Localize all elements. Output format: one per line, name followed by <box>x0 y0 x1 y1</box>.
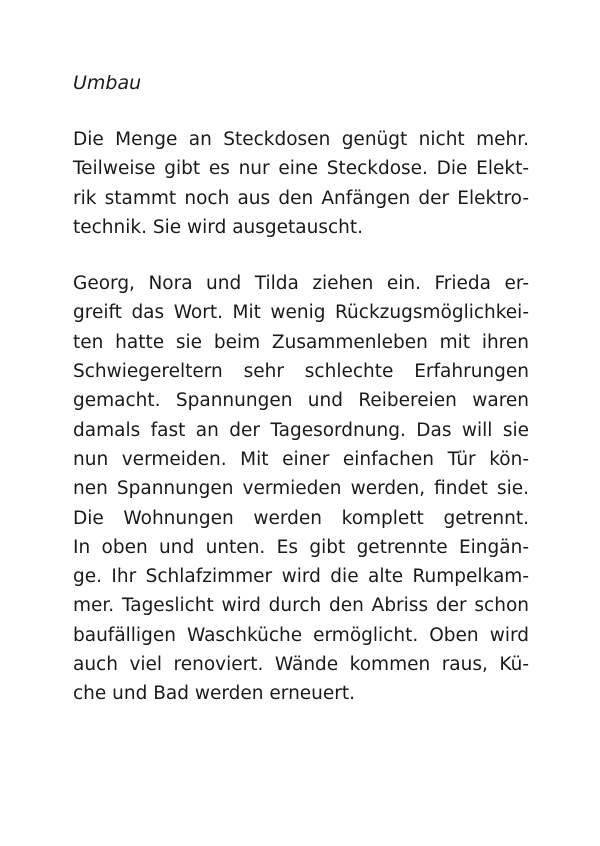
text-line: nun vermeiden. Mit einer einfachen Tür kön- <box>73 448 529 470</box>
section-title: Umbau <box>73 72 142 94</box>
text-line: Georg, Nora und Tilda ziehen ein. Frieda er- <box>73 273 529 295</box>
text-line: damals fast an der Tagesordnung. Das will sie <box>73 419 529 441</box>
text-line: nen Spannungen vermieden werden, findet sie. <box>73 478 529 500</box>
text-line: mer. Tageslicht wird durch den Abriss der schon <box>73 595 529 617</box>
paragraph-2 <box>73 269 529 708</box>
text-line: baufälligen Waschküche ermöglicht. Oben wird <box>73 624 529 646</box>
text-line: Schwiegereltern sehr schlechte Erfahrungen <box>73 361 529 383</box>
text-line: auch viel renoviert. Wände kommen raus, Kü- <box>73 654 529 676</box>
text-line: In oben und unten. Es gibt getrennte Eingän- <box>73 536 529 558</box>
text-line: technik. Sie wird ausgetauscht. <box>73 216 364 238</box>
text-line: che und Bad werden erneuert. <box>73 683 356 705</box>
text-line: Die Wohnungen werden komplett getrennt. <box>73 507 529 529</box>
text-line: Teilweise gibt es nur eine Steckdose. Die Elekt- <box>73 158 529 180</box>
text-line: ge. Ihr Schlafzimmer wird die alte Rumpelkam- <box>73 566 529 588</box>
text-line: Die Menge an Steckdosen genügt nicht mehr. <box>73 129 529 150</box>
paragraph-1 <box>73 125 529 242</box>
text-line: greift das Wort. Mit wenig Rückzugsmöglichkei- <box>73 302 529 324</box>
text-line: gemacht. Spannungen und Reibereien waren <box>73 390 529 412</box>
document-page <box>73 69 529 736</box>
text-line: rik stammt noch aus den Anfängen der Elektro- <box>73 187 529 209</box>
text-line: ten hatte sie beim Zusammenleben mit ihren <box>73 331 529 353</box>
